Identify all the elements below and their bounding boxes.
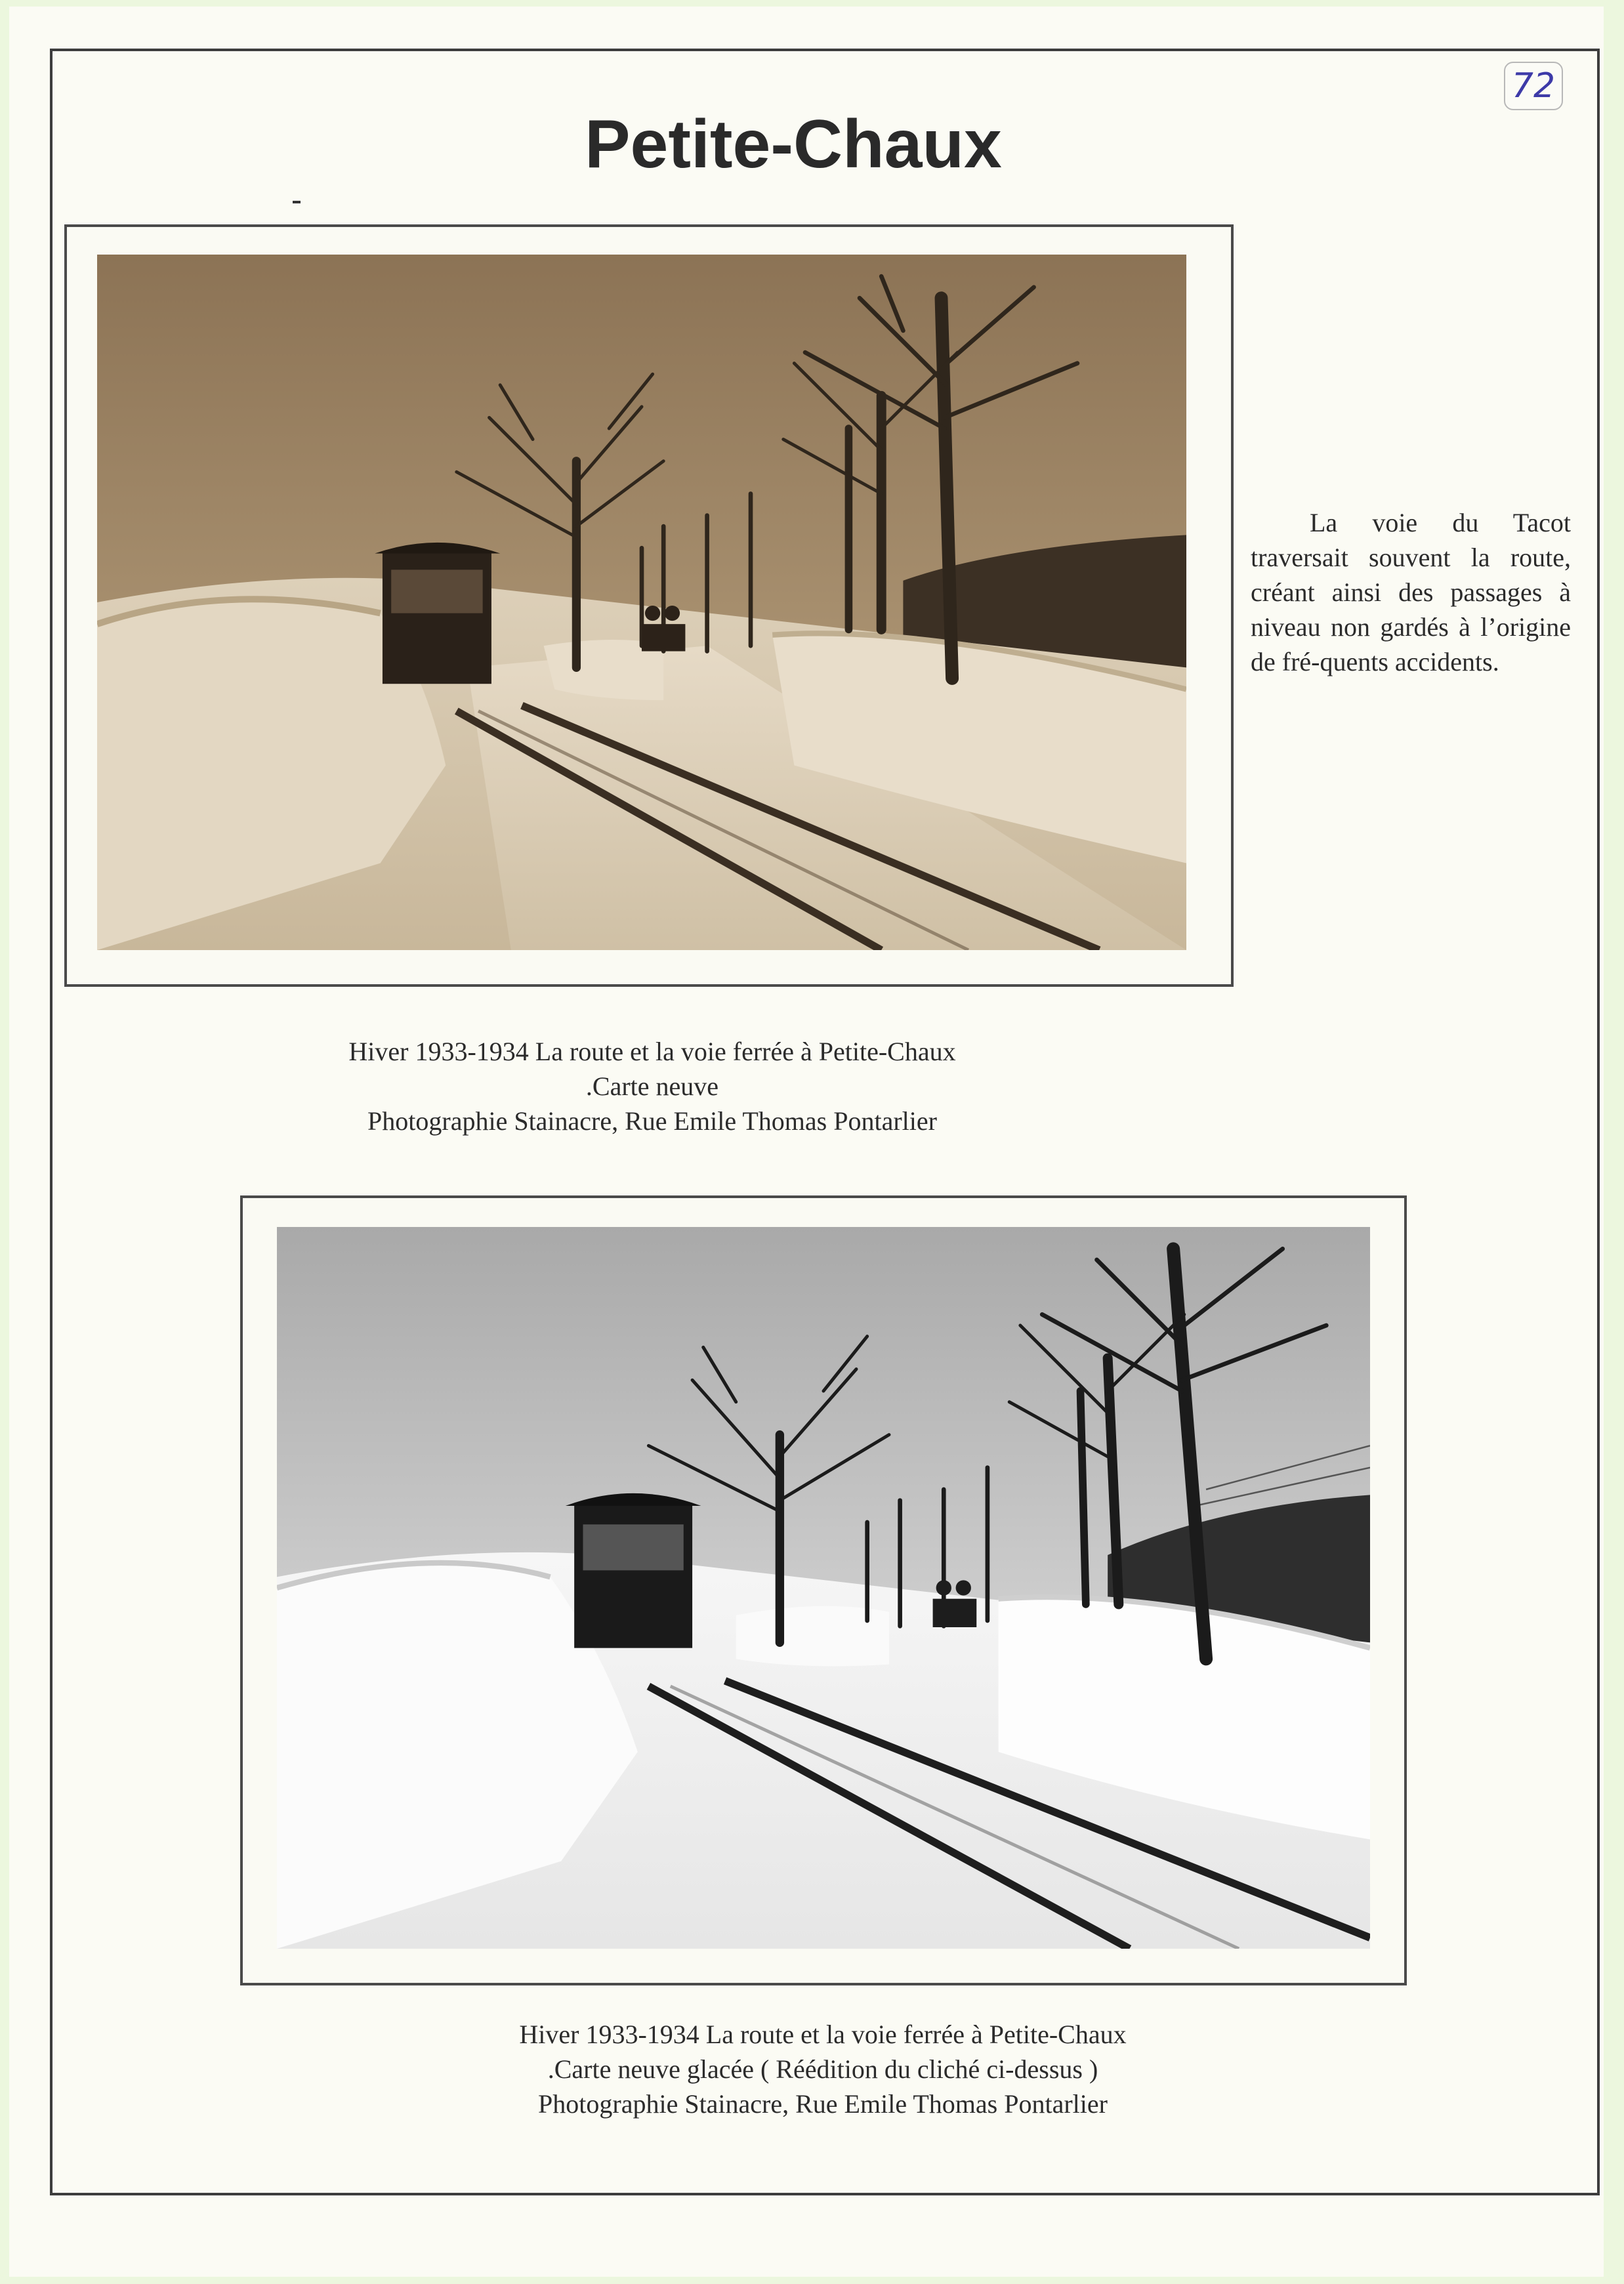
stray-mark [293, 201, 301, 203]
postcard-1-caption-line-2: .Carte neuve [585, 1071, 719, 1101]
postcard-1-caption [259, 1034, 1046, 1138]
page-title: Petite-Chaux [585, 106, 1002, 182]
postcard-1-photo [97, 255, 1186, 950]
postcard-2-photo [277, 1227, 1370, 1949]
side-note: La voie du Tacot traversait souvent la route, créant ainsi des passages à niveau non gardés à l’origine de fré-quents accidents. [1251, 508, 1571, 676]
postcard-1-caption-line-1: Hiver 1933-1934 La route et la voie ferrée à Petite-Chaux [348, 1037, 956, 1066]
postcard-2-caption [416, 2017, 1230, 2121]
page-number-label: 72 [1504, 62, 1563, 110]
postcard-2-scene [277, 1227, 1370, 1949]
postcard-1-scene [97, 255, 1186, 950]
postcard-2-caption-line-3: Photographie Stainacre, Rue Emile Thomas Pontarlier [538, 2089, 1108, 2119]
album-sheet [9, 7, 1604, 2277]
postcard-2-caption-line-1: Hiver 1933-1934 La route et la voie ferrée à Petite-Chaux [519, 2020, 1127, 2049]
postcard-1-caption-line-3: Photographie Stainacre, Rue Emile Thomas Pontarlier [367, 1106, 937, 1136]
postcard-2-caption-line-2: .Carte neuve glacée ( Réédition du cliché ci-dessus ) [547, 2054, 1098, 2084]
